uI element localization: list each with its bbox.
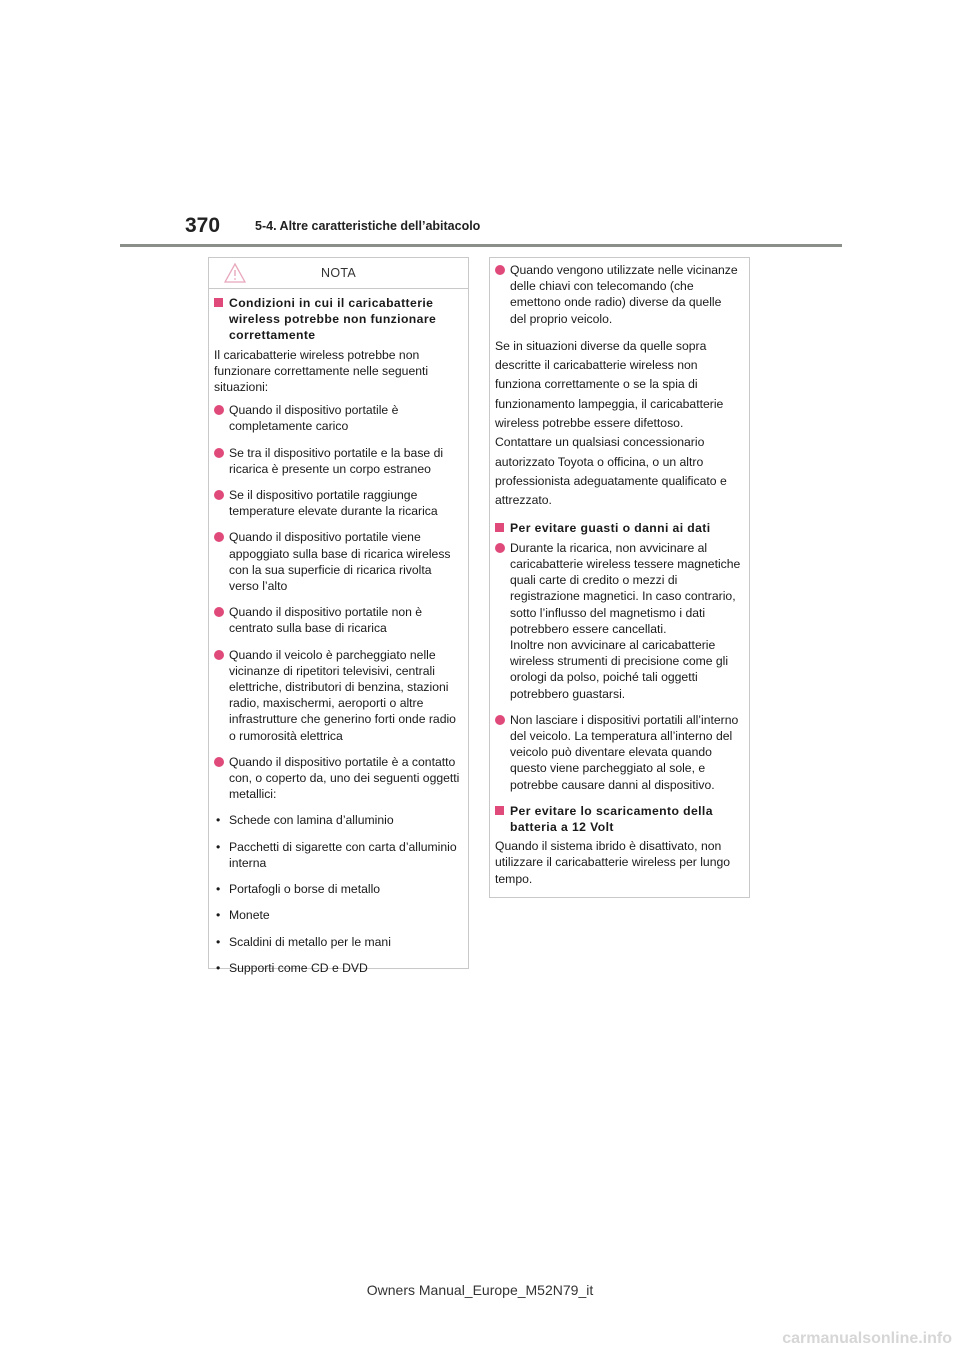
list-item: Se tra il dispositivo portatile e la base di ricarica è presente un corpo estraneo [214,445,460,477]
list-item: Se il dispositivo portatile raggiunge temperature elevate durante la ricarica [214,487,460,519]
nota-header [209,258,468,289]
sub-list-item: • Supporti come CD e DVD [216,960,368,975]
list-item: Non lasciare i dispositivi portatili all’interno del veicolo. La temperatura all’interno del veicolo può diventare elevata quando questo viene parcheggiato al sole, e potrebbe causare danni al dispositivo. [495,712,741,793]
sub-list-item: • Schede con lamina d’alluminio [216,813,394,828]
intro-text: Il caricabatterie wireless potrebbe non funzionare correttamente nelle seguenti situazioni: [214,347,429,395]
list-item-continued: Inoltre non avvicinare al caricabatterie wireless strumenti di precisione come gli orologi da polso, poiché tali oggetti potrebbero guastarsi. [510,637,729,701]
sub-list-item: • Pacchetti di sigarette con carta d’alluminio interna [216,839,457,870]
section-heading: Per evitare guasti o danni ai dati [495,520,741,536]
pink-dot-icon [214,405,224,415]
pink-dot-icon [495,543,505,553]
pink-square-icon [214,298,223,307]
page-number: 370 [185,214,221,237]
list-item: Quando il dispositivo portatile non è centrato sulla base di ricarica [214,604,460,636]
pink-square-icon [495,523,504,532]
sub-list-item: • Scaldini di metallo per le mani [216,934,391,949]
pink-dot-icon [214,757,224,767]
list-item: Durante la ricarica, non avvicinare al caricabatterie wireless tessere magnetiche quali carte di credito o mezzi di registrazione magnetici. In caso contrario, sotto l’influsso del magnetismo i dati potrebbero essere cancellati. [495,540,741,637]
pink-square-icon [495,806,504,815]
nota-box [208,257,469,975]
pink-dot-icon [214,607,224,617]
nota-body [209,289,468,976]
list-item: Quando il dispositivo portatile è a contatto con, o coperto da, uno dei seguenti oggetti metallici: [214,754,460,803]
pink-dot-icon [214,650,224,660]
list-item: Quando il veicolo è parcheggiato nelle vicinanze di ripetitori televisivi, centrali elettriche, distributori di benzina, stazioni radio, maxischermi, aeroporti o altre infrastrutture che generino forti onde radio o rumorosità elettrica [214,647,460,744]
list-item: Quando vengono utilizzate nelle vicinanze delle chiavi con telecomando (che emettono onde radio) diverse da quelle del proprio veicolo. [495,262,741,327]
nota-body-continued [490,258,749,887]
pink-dot-icon [495,265,505,275]
paragraph: Quando il sistema ibrido è disattivato, non utilizzare il caricabatterie wireless per lungo tempo. [495,839,731,886]
list-item: Quando il dispositivo portatile viene appoggiato sulla base di ricarica wireless con la sua superficie di ricarica rivolta verso l’alto [214,529,460,594]
nota-box-continued [489,257,750,898]
header-rule [120,244,842,247]
section-title: 5-4. Altre caratteristiche dell’abitacolo [255,219,481,233]
paragraph: Se in situazioni diverse da quelle sopra descritte il caricabatterie wireless non funziona correttamente o se la spia di funzionamento lampeggia, il caricabatterie wireless potrebbe essere difettoso. Contattare un qualsiasi concessionario autorizzato Toyota o officina, o un altro professionista adeguatamente qualificato e attrezzato. [495,338,727,508]
list-item: Quando il dispositivo portatile è completamente carico [214,402,460,434]
sub-list-item: • Monete [216,908,270,923]
section-heading: Per evitare lo scaricamento della batteria a 12 Volt [495,803,741,835]
watermark: carmanualsonline.info [782,1330,952,1347]
pink-dot-icon [495,715,505,725]
warning-triangle-icon [224,263,246,283]
sub-list-item: • Portafogli o borse di metallo [216,882,381,897]
footer-text: Owners Manual_Europe_M52N79_it [366,1282,594,1298]
pink-dot-icon [214,490,224,500]
section-heading: Condizioni in cui il caricabatterie wireless potrebbe non funzionare correttamente [214,295,460,344]
pink-dot-icon [214,532,224,542]
nota-label: NOTA [321,265,356,280]
pink-dot-icon [214,448,224,458]
